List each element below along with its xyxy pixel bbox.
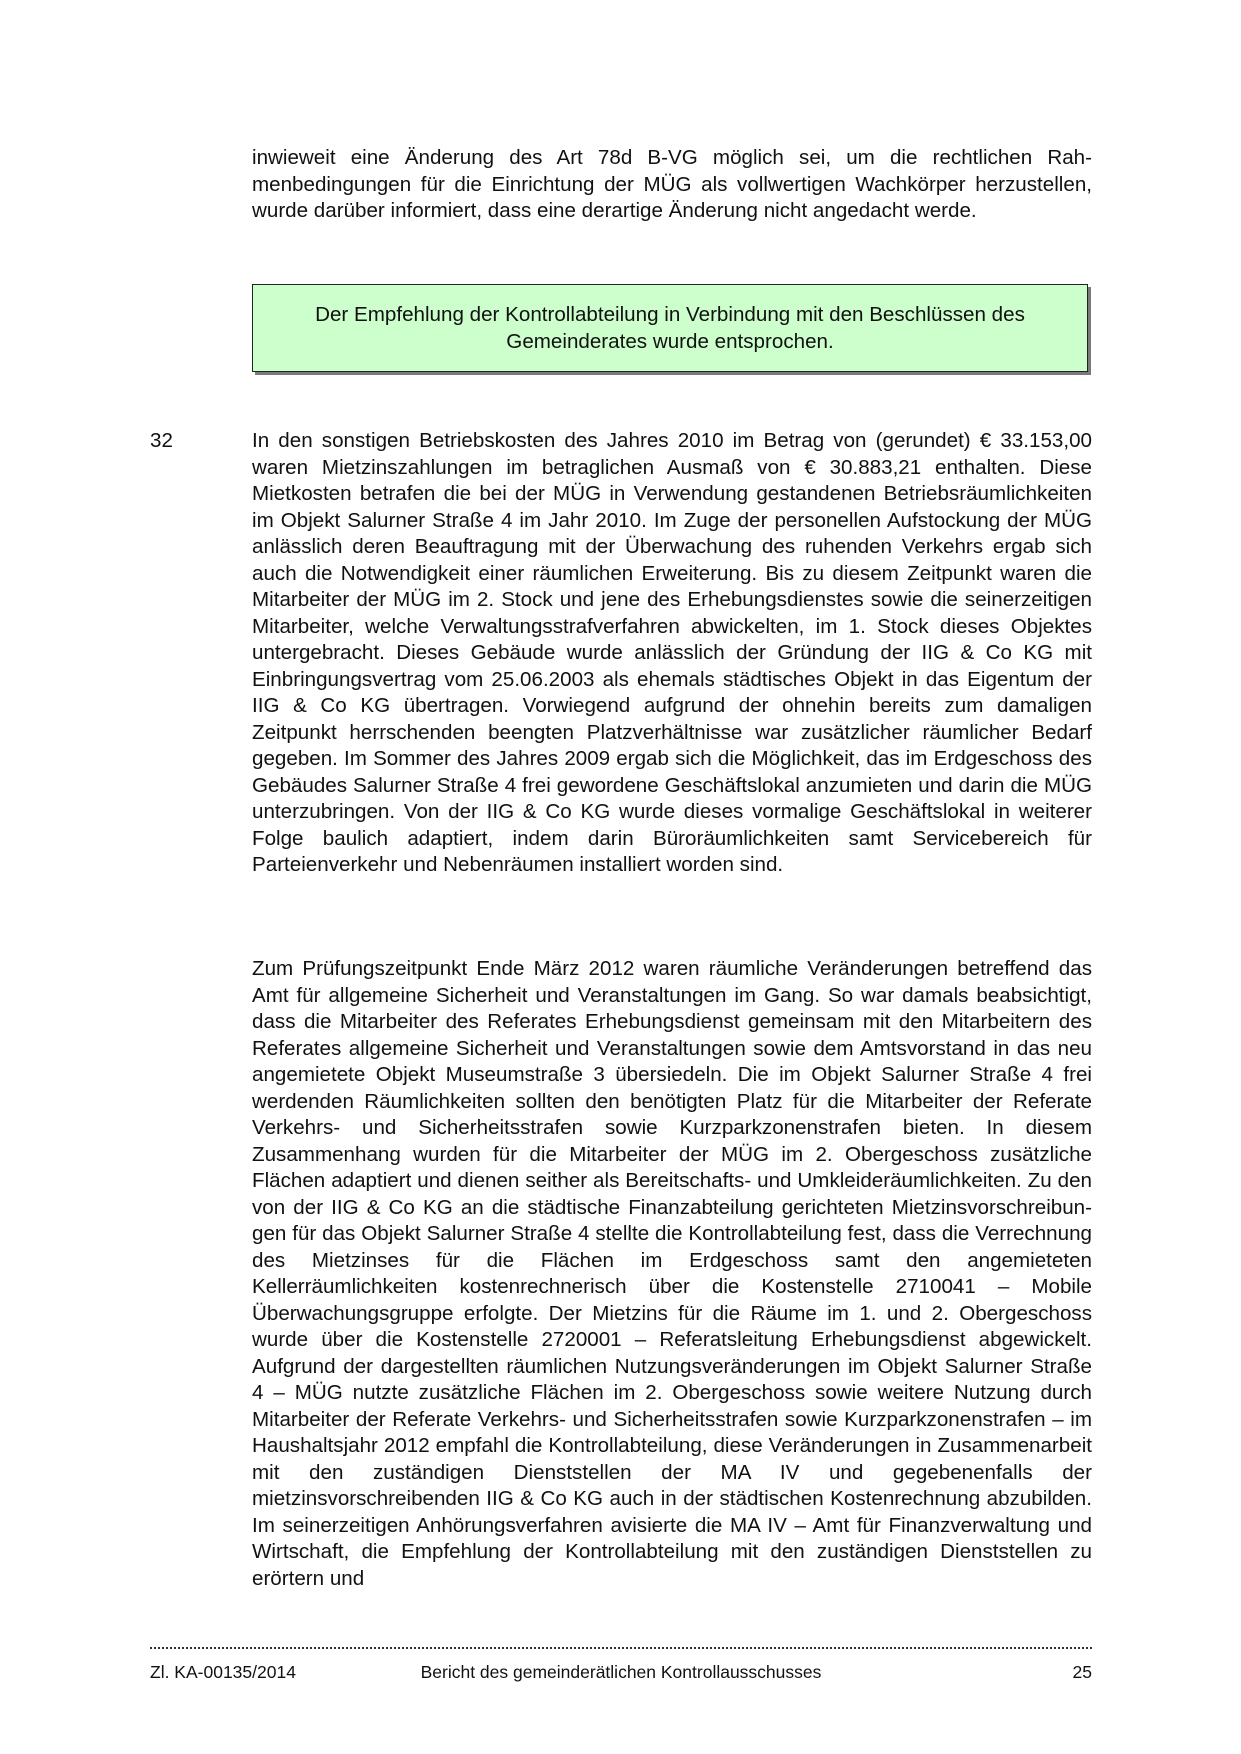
continuation-paragraph: Zum Prüfungszeitpunkt Ende März 2012 waren räumliche Veränderungen betreffend das Amt für allgemeine Sicherheit und Veranstaltungen im Gang. So war damals beabsichtigt, dass die Mitarbeiter des Referates Erhebungsdienst gemeinsam mit den Mitarbeitern des Referates allgemeine Sicherheit und Veranstaltungen sowie dem Amtsvorstand in das neu angemietete Objekt Museumstraße 3 übersiedeln. Die im Objekt Salurner Straße 4 frei werdenden Räumlichkeiten sollten den benötigten Platz für die Mitarbeiter der Referate Verkehrs- und Sicherheitsstrafen sowie Kurzparkzonenstrafen bieten. In diesem Zusammenhang wurden für die Mitarbeiter der MÜG im 2. Obergeschoss zusätzliche Flächen adaptiert und dienen seither als Bereitschafts- und Umkleideräumlichkeiten. Zu den von der IIG & Co KG an die städtische Finanzabteilung gerichteten Mietzinsvorschreibungen für das Objekt Salurner Straße 4 stellte die Kontrollabteilung fest, dass die Verrechnung des Mietzinses für die Flächen im Erdgeschoss samt den angemieteten Kellerräumlichkeiten kostenrechnerisch über die Kostenstelle 2710041 – Mobile Überwachungsgruppe erfolgte. Der Mietzins für die Räume im 1. und 2. Obergeschoss wurde über die Kostenstelle 2720001 – Referatsleitung Erhebungsdienst abgewickelt. Aufgrund der dargestellten räumlichen Nutzungsveränderungen im Objekt Salurner Straße 4 – MÜG nutzte zusätzliche Flächen im 2. Obergeschoss sowie weitere Nutzung durch Mitarbeiter der Referate Verkehrs- und Sicherheitsstrafen sowie Kurzparkzonenstrafen – im Haushaltsjahr 2012 empfahl die Kontrollabteilung, diese Veränderungen in Zusammenarbeit mit den zuständigen Dienststellen der MA IV und gegebenenfalls der mietzinsvorschreibenden IIG & Co KG auch in der städtischen Kostenrechnung abzubilden. Im seinerzeitigen Anhörungsverfahren avisierte die MA IV – Amt für Finanzverwaltung und Wirtschaft, die Empfehlung der Kontrollabteilung mit den zuständigen Dienststellen zu erörtern und — [252, 957, 1092, 1590]
footer-divider — [150, 1647, 1092, 1649]
recommendation-callout-box — [252, 284, 1088, 372]
footer-reference: Zl. KA-00135/2014 — [150, 1662, 296, 1682]
section-32-paragraph: In den sonstigen Betriebskosten des Jahres 2010 im Betrag von (gerundet) € 33.153,00 waren Mietzinszahlungen im betraglichen Ausmaß von € 30.883,21 enthalten. Diese Mietkosten betrafen die bei der MÜG in Verwendung gestandenen Betriebsräumlichkeiten im Objekt Salurner Straße 4 im Jahr 2010. Im Zuge der personellen Aufstockung der MÜG anlässlich deren Beauftragung mit der Überwachung des ruhenden Verkehrs ergab sich auch die Notwendigkeit einer räumlichen Erweiterung. Bis zu diesem Zeitpunkt waren die Mitarbeiter der MÜG im 2. Stock und jene des Erhebungsdienstes sowie die seinerzeitigen Mitarbeiter, welche Verwaltungsstrafverfahren abwickelten, im 1. Stock dieses Objektes untergebracht. Dieses Gebäude wurde anlässlich der Gründung der IIG & Co KG mit Einbringungsvertrag vom 25.06.2003 als ehemals städtisches Objekt in das Eigentum der IIG & Co KG übertragen. Vorwiegend aufgrund der ohnehin bereits zum damaligen Zeitpunkt herrschenden beengten Platzverhältnisse war zusätzlicher räumlicher Bedarf gegeben. Im Sommer des Jahres 2009 ergab sich die Möglichkeit, das im Erdgeschoss des Gebäudes Salurner Straße 4 frei gewordene Geschäftslokal anzumieten und darin die MÜG unterzubringen. Von der IIG & Co KG wurde dieses vormalige Geschäftslokal in weiterer Folge baulich adaptiert, indem darin Büroräumlichkeiten samt Servicebereich für Parteienverkehr und Nebenräumen installiert worden sind. — [252, 429, 1092, 876]
page-footer — [150, 1660, 1092, 1684]
footer-title: Bericht des gemeinderätlichen Kontrollausschusses — [420, 1662, 822, 1682]
callout-text: Der Empfehlung der Kontrollabteilung in Verbindung mit den Beschlüssen des Gemeinderates wurde entsprochen. — [315, 303, 1025, 353]
page-number: 25 — [1072, 1662, 1092, 1682]
intro-paragraph: inwieweit eine Änderung des Art 78d B-VG möglich sei, um die rechtlichen Rahmenbedingungen für die Einrichtung der MÜG als vollwertigen Wachkörper herzustellen, wurde darüber informiert, dass eine derartige Änderung nicht angedacht werde. — [252, 146, 1092, 222]
section-number: 32 — [150, 429, 173, 452]
